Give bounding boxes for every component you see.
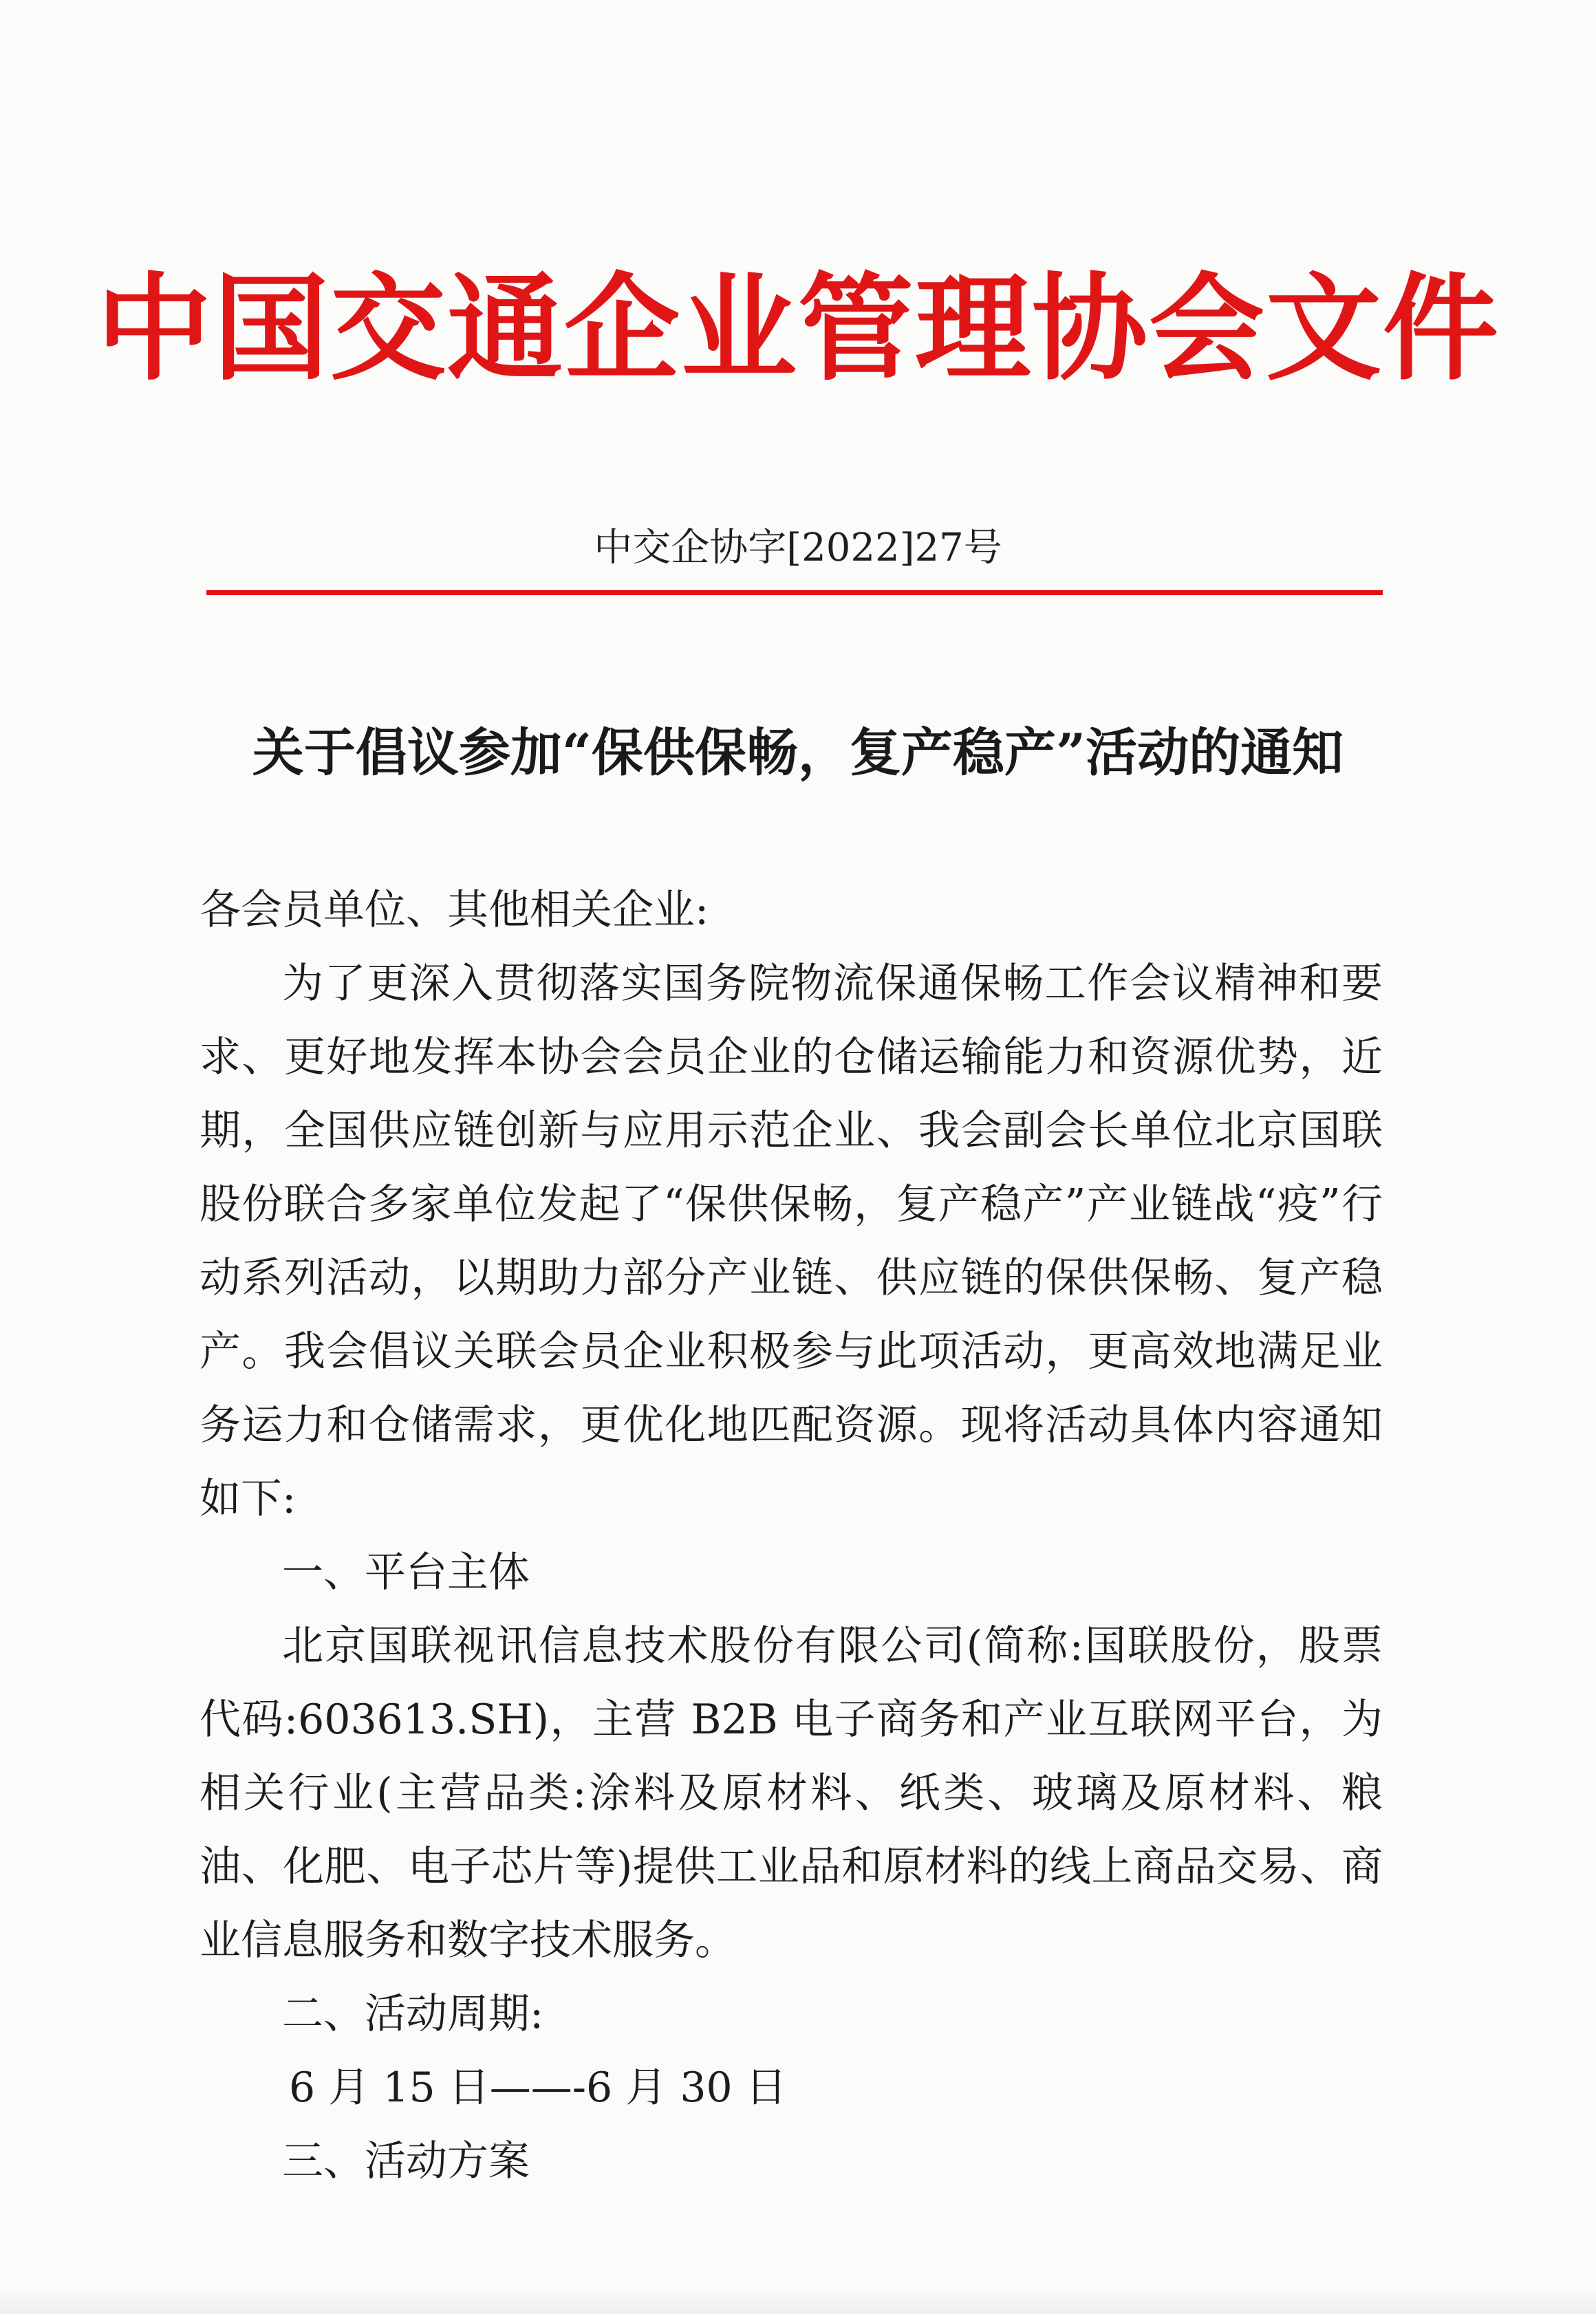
activity-period: 6 月 15 日——-6 月 30 日 (289, 2064, 787, 2112)
red-divider-line (206, 590, 1383, 595)
document-number: 中交企协字[2022]27号 (594, 526, 1002, 570)
page-bottom-shadow (0, 2286, 1596, 2314)
issuer-title: 中国交通企业管理协会文件 (96, 260, 1500, 396)
section-3-heading: 三、活动方案 (282, 2137, 530, 2185)
section-2-heading: 二、活动周期: (282, 1990, 544, 2038)
salutation: 各会员单位、其他相关企业: (200, 886, 709, 934)
notice-title: 关于倡议参加“保供保畅，复产稳产”活动的通知 (252, 722, 1344, 783)
section-1-paragraph: 北京国联视讯信息技术股份有限公司(简称:国联股份，股票代码:603613.SH)，主营 B2B 电子商务和产业互联网平台，为相关行业(主营品类:涂料及原材料、纸类、玻璃及原材料、粮油、化肥、电子芯片等)提供工业品和原材料的线上商品交易、商业信息服务和数字技术服务。 (200, 1622, 1383, 1965)
document-body (200, 874, 1383, 2198)
intro-paragraph: 为了更深入贯彻落实国务院物流保通保畅工作会议精神和要求、更好地发挥本协会会员企业的仓储运输能力和资源优势，近期，全国供应链创新与应用示范企业、我会副会长单位北京国联股份联合多家单位发起了“保供保畅，复产稳产”产业链战“疫”行动系列活动，以期助力部分产业链、供应链的保供保畅、复产稳产。我会倡议关联会员企业积极参与此项活动，更高效地满足业务运力和仓储需求，更优化地匹配资源。现将活动具体内容通知如下: (200, 960, 1383, 1523)
section-1-heading: 一、平台主体 (282, 1548, 530, 1597)
